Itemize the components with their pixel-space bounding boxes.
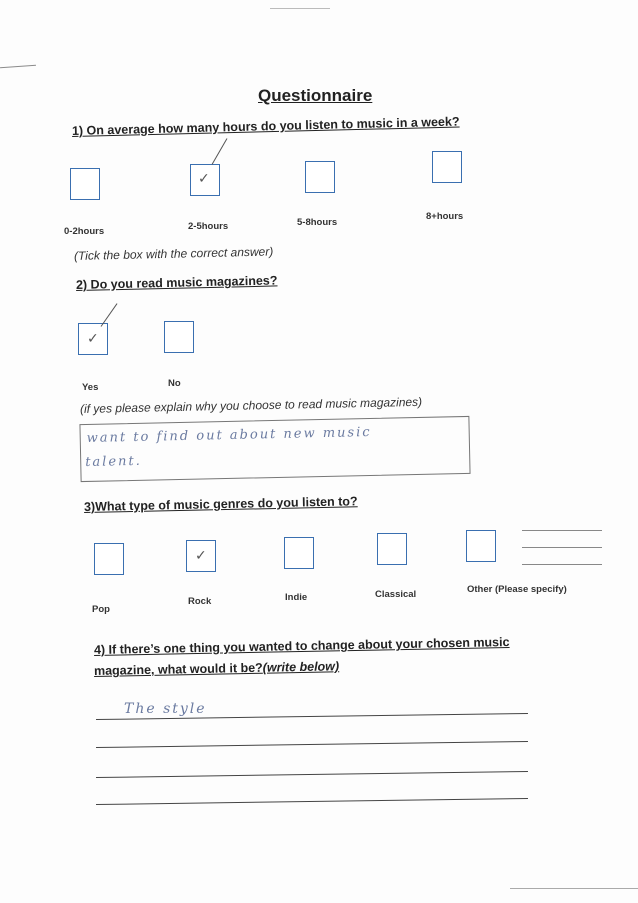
q4-answer-text: The style	[124, 701, 207, 717]
q3-checkbox-other[interactable]	[466, 530, 496, 562]
q1-checkbox-8plus-hours[interactable]	[432, 151, 462, 183]
tick-stroke-icon	[101, 303, 118, 327]
q3-checkbox-indie[interactable]	[284, 537, 314, 569]
q1-option-label: 2-5hours	[188, 221, 229, 232]
question-4-text-line2	[94, 659, 339, 678]
q3-option-label: Classical	[375, 589, 417, 600]
q3-other-specify-line[interactable]	[522, 547, 602, 548]
q1-option-label: 0-2hours	[64, 226, 105, 237]
q1-option-label: 8+hours	[426, 211, 464, 222]
question-4-main: magazine, what would it be?	[93, 660, 263, 678]
q2-explain-answer-box[interactable]	[79, 416, 470, 482]
q4-answer-line[interactable]	[96, 741, 528, 748]
scan-mark	[0, 65, 36, 69]
q4-answer-line[interactable]	[96, 798, 528, 805]
scan-mark	[270, 8, 330, 9]
q3-other-specify-line[interactable]	[522, 530, 602, 531]
q3-checkbox-rock[interactable]	[186, 540, 216, 572]
q3-checkbox-pop[interactable]	[94, 543, 124, 575]
tick-mark-icon: ✓	[195, 548, 207, 564]
question-1-text: 1) On average how many hours do you listen to music in a week?	[71, 114, 460, 138]
question-4-write-below: (write below)	[262, 659, 340, 675]
q2-option-label: Yes	[82, 382, 99, 393]
q3-option-label: Indie	[285, 592, 308, 603]
q1-option-label: 5-8hours	[297, 217, 338, 228]
q3-option-label: Pop	[92, 604, 110, 615]
question-3-text: 3)What type of music genres do you listen to?	[83, 494, 358, 514]
q2-explain-prompt: (if yes please explain why you choose to read music magazines)	[79, 394, 423, 416]
q1-checkbox-2-5hours[interactable]	[190, 164, 220, 196]
q3-other-specify-line[interactable]	[522, 564, 602, 565]
question-4-text-line1: 4) If there’s one thing you wanted to change about your chosen music	[93, 635, 510, 657]
q2-checkbox-no[interactable]	[164, 321, 194, 353]
q4-answer-line[interactable]	[96, 771, 528, 778]
q1-checkbox-0-2hours[interactable]	[70, 168, 100, 200]
question-2-text: 2) Do you read music magazines?	[75, 273, 278, 292]
q3-option-label: Rock	[188, 596, 212, 607]
q1-checkbox-5-8hours[interactable]	[305, 161, 335, 193]
page-title: Questionnaire	[258, 86, 373, 105]
scan-mark	[510, 888, 638, 889]
q3-checkbox-classical[interactable]	[377, 533, 407, 565]
q2-checkbox-yes[interactable]	[78, 323, 108, 355]
q3-option-label: Other (Please specify)	[467, 584, 567, 595]
q2-option-label: No	[168, 378, 181, 389]
q2-explain-answer-line2: talent.	[85, 453, 142, 470]
q2-explain-answer-line1: want to find out about new music	[86, 424, 372, 446]
tick-stroke-icon	[212, 138, 228, 164]
tick-mark-icon: ✓	[87, 331, 99, 347]
tick-mark-icon: ✓	[198, 171, 210, 187]
q1-instruction: (Tick the box with the correct answer)	[73, 244, 274, 263]
